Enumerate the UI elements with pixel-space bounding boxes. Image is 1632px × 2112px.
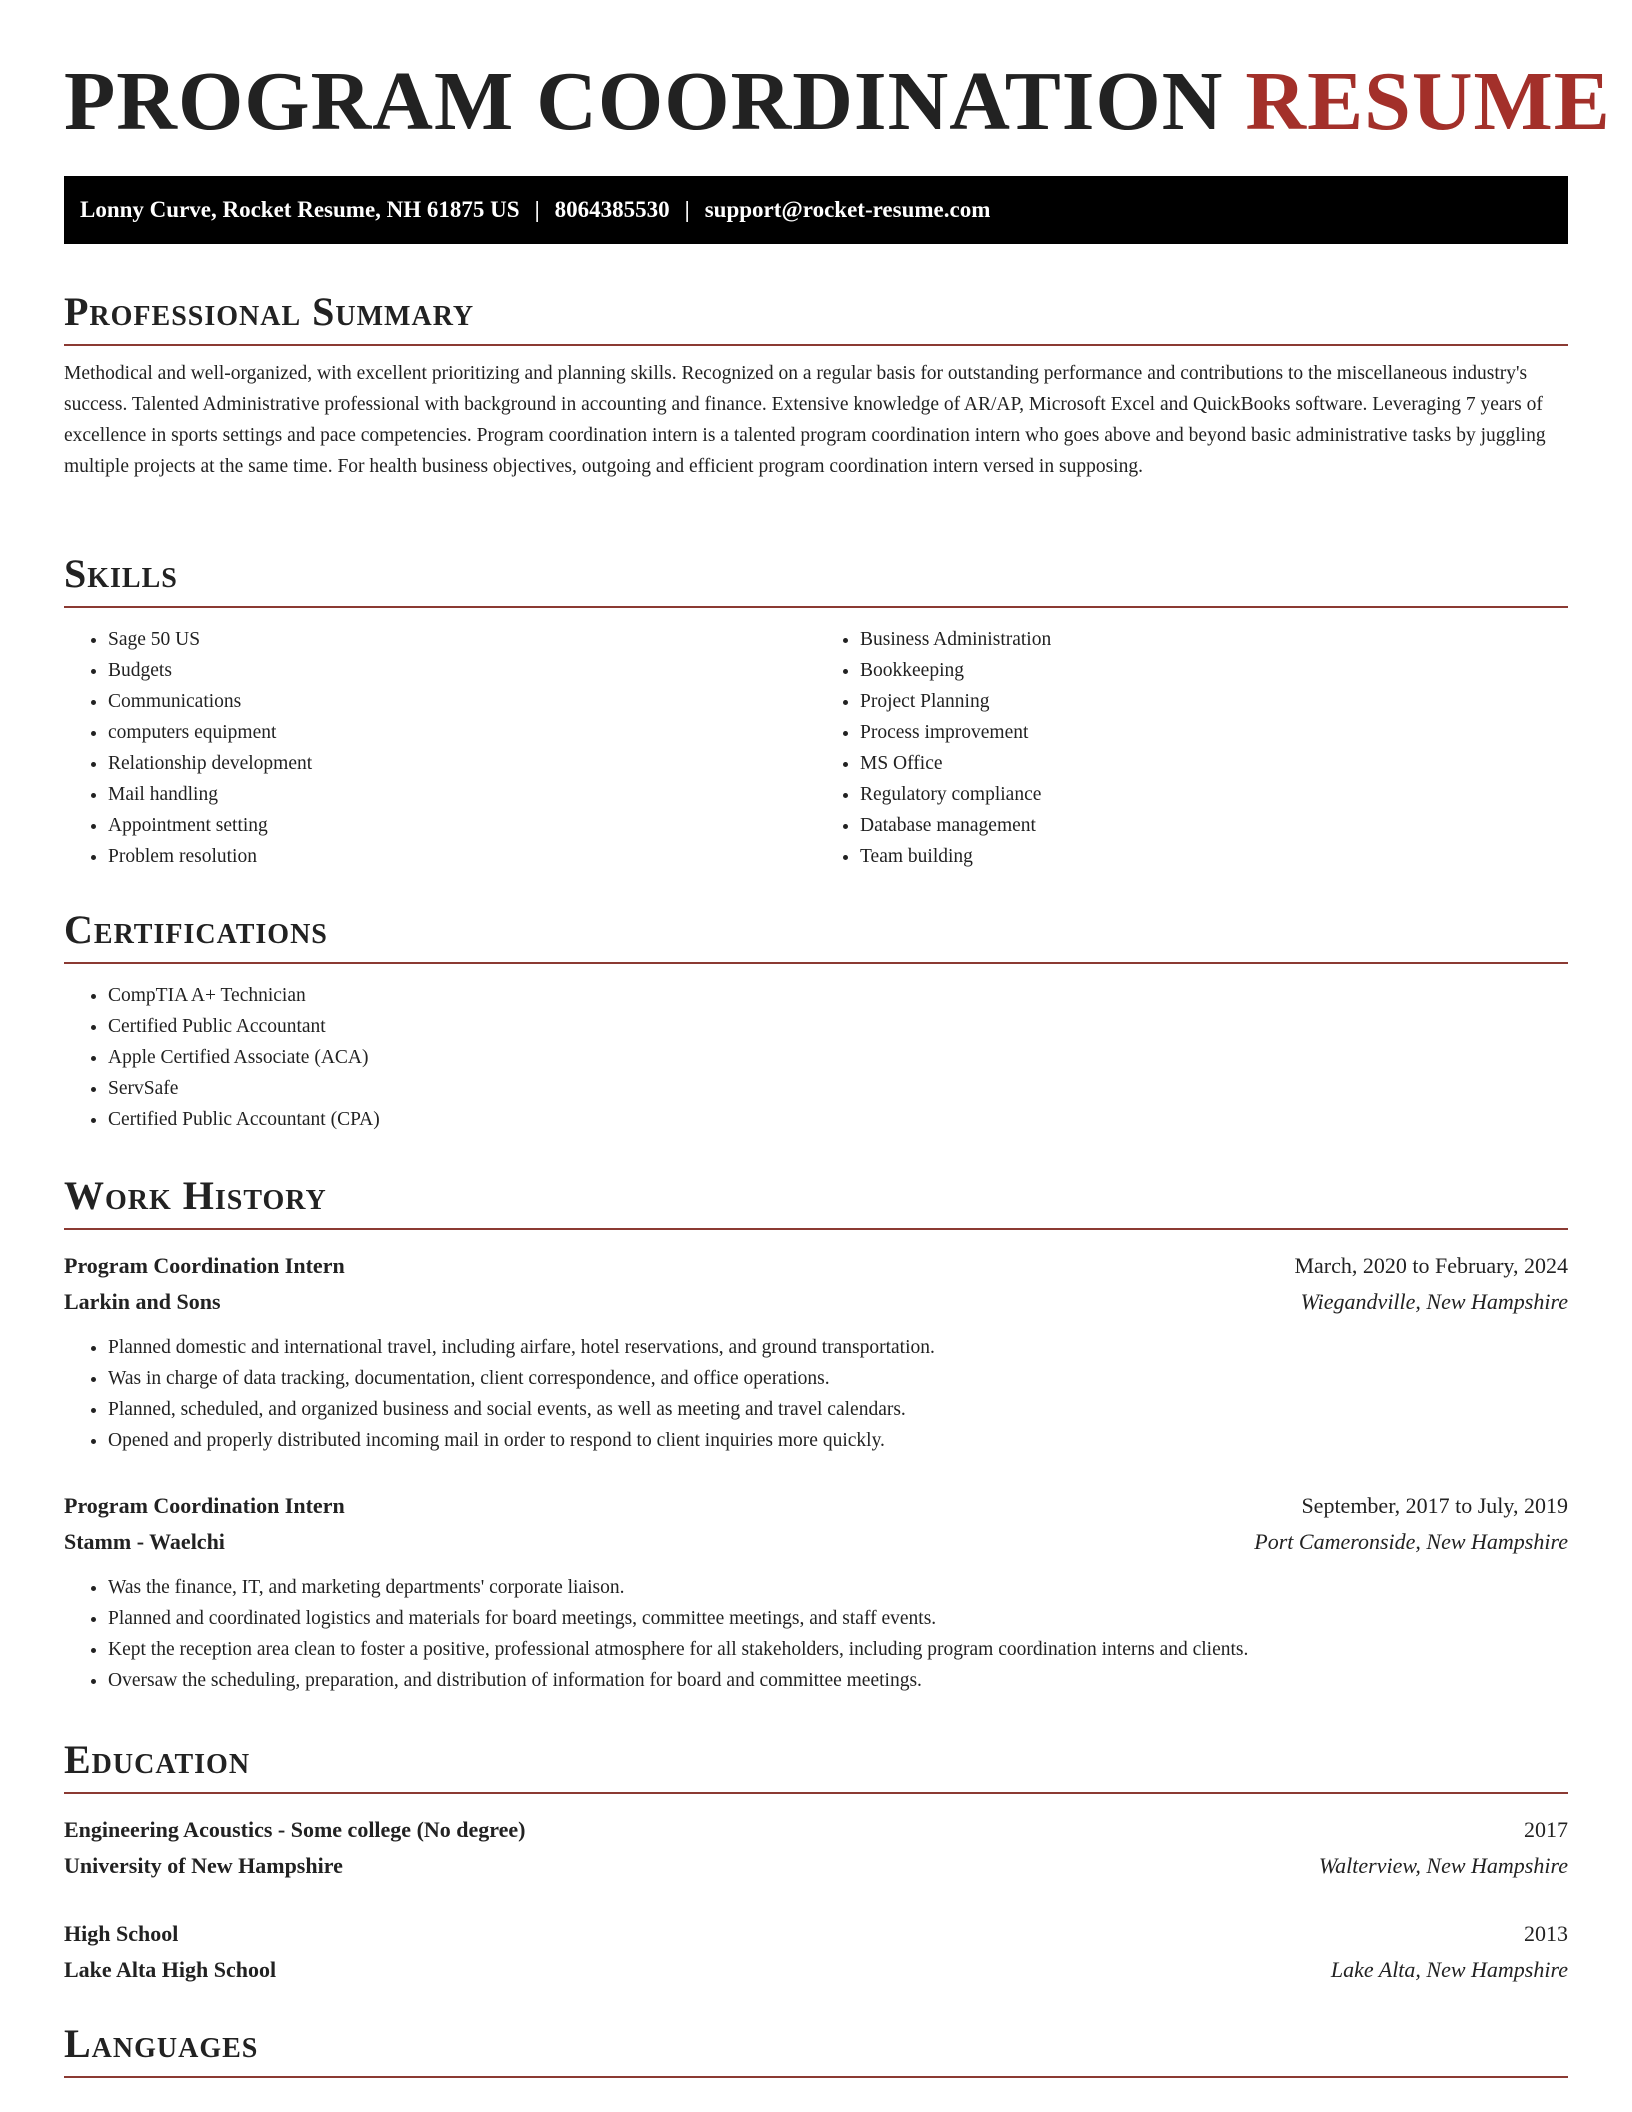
certification-item: • ServSafe: [108, 1073, 1568, 1104]
resume-title: [64, 52, 1611, 152]
job-location: Wiegandville, New Hampshire: [1300, 1289, 1568, 1314]
contact-email: support@rocket-resume.com: [704, 197, 991, 222]
education-entry: [64, 1916, 1568, 1988]
languages-heading: Languages: [64, 2012, 1568, 2078]
summary-section: [64, 280, 1568, 482]
education-entry: [64, 1812, 1568, 1884]
skills-list-left: [64, 624, 816, 872]
certification-item: • CompTIA A+ Technician: [108, 980, 1568, 1011]
job-dates: March, 2020 to February, 2024: [1294, 1253, 1568, 1278]
job-location: Port Cameronside, New Hampshire: [1254, 1529, 1568, 1554]
skill-item: • Database management: [860, 810, 1568, 841]
skills-columns: [64, 608, 1568, 872]
education-heading: Education: [64, 1728, 1568, 1794]
skill-item: • Team building: [860, 841, 1568, 872]
skill-item: • Budgets: [108, 655, 816, 686]
contact-address: Lonny Curve, Rocket Resume, NH 61875 US: [80, 197, 520, 222]
job-bullets: [64, 1332, 1568, 1456]
certifications-list: [64, 980, 1568, 1135]
education-school: Lake Alta High School: [64, 1957, 277, 1982]
title-part-2: RESUME: [1245, 55, 1611, 148]
education-degree: Engineering Acoustics - Some college (No degree): [64, 1817, 526, 1842]
skill-item: • Project Planning: [860, 686, 1568, 717]
education-location: Walterview, New Hampshire: [1318, 1853, 1568, 1878]
summary-heading: Professional Summary: [64, 280, 1568, 346]
skills-list-right: [816, 624, 1568, 872]
job-title: Program Coordination Intern: [64, 1493, 345, 1518]
job-title-row: [64, 1488, 1568, 1524]
certification-item: • Certified Public Accountant: [108, 1011, 1568, 1042]
job-bullet: • Planned, scheduled, and organized business and social events, as well as meeting and travel calendars.: [108, 1394, 1568, 1425]
education-school-row: [64, 1848, 1568, 1884]
job-title-row: [64, 1248, 1568, 1284]
skill-item: • Sage 50 US: [108, 624, 816, 655]
summary-text: Methodical and well-organized, with excellent prioritizing and planning skills. Recognized on a regular basis for outstanding performance and contributions to the miscellaneous industry's success. Talented Administrative professional with background in accounting and finance. Extensive knowledge of AR/AP, Microsoft Excel and QuickBooks software. Leveraging 7 years of excellence in sports settings and pace competencies. Program coordination intern is a talented program coordination intern who goes above and beyond basic administrative tasks by juggling multiple projects at the same time. For health business objectives, outgoing and efficient program coordination intern versed in supposing.: [64, 363, 1546, 477]
certifications-heading: Certifications: [64, 898, 1568, 964]
job-bullet: • Kept the reception area clean to foster a positive, professional atmosphere for all stakeholders, including program coordination interns and clients.: [108, 1634, 1568, 1665]
skill-item: • MS Office: [860, 748, 1568, 779]
education-degree: High School: [64, 1921, 179, 1946]
skill-item: • computers equipment: [108, 717, 816, 748]
skill-item: • Business Administration: [860, 624, 1568, 655]
skill-item: • Bookkeeping: [860, 655, 1568, 686]
certifications-section: [64, 898, 1568, 1135]
education-location: Lake Alta, New Hampshire: [1330, 1957, 1568, 1982]
education-degree-row: [64, 1916, 1568, 1952]
education-school-row: [64, 1952, 1568, 1988]
job-company: Stamm - Waelchi: [64, 1529, 225, 1554]
job-bullets: [64, 1572, 1568, 1696]
languages-section: [64, 2012, 1568, 2078]
certification-item: • Apple Certified Associate (ACA): [108, 1042, 1568, 1073]
contact-separator: |: [684, 197, 690, 222]
job-bullet: • Oversaw the scheduling, preparation, and distribution of information for board and committee meetings.: [108, 1665, 1568, 1696]
job-dates: September, 2017 to July, 2019: [1301, 1493, 1568, 1518]
job-title: Program Coordination Intern: [64, 1253, 345, 1278]
skill-item: • Mail handling: [108, 779, 816, 810]
skill-item: • Regulatory compliance: [860, 779, 1568, 810]
skills-heading: Skills: [64, 542, 1568, 608]
skill-item: • Process improvement: [860, 717, 1568, 748]
title-part-1: PROGRAM COORDINATION: [64, 55, 1246, 148]
job-company: Larkin and Sons: [64, 1289, 221, 1314]
job-bullet: • Opened and properly distributed incoming mail in order to respond to client inquiries more quickly.: [108, 1425, 1568, 1456]
job-company-row: [64, 1524, 1568, 1560]
education-school: University of New Hampshire: [64, 1853, 343, 1878]
job-bullet: • Planned and coordinated logistics and materials for board meetings, committee meetings, and staff events.: [108, 1603, 1568, 1634]
education-section: [64, 1728, 1568, 1988]
education-year: 2017: [1524, 1817, 1568, 1842]
contact-phone: 8064385530: [554, 197, 670, 222]
job-entry: [64, 1488, 1568, 1696]
job-company-row: [64, 1284, 1568, 1320]
job-entry: [64, 1248, 1568, 1456]
skill-item: • Communications: [108, 686, 816, 717]
work-history-section: [64, 1164, 1568, 1696]
contact-separator: |: [534, 197, 540, 222]
skills-section: [64, 542, 1568, 872]
skill-item: • Appointment setting: [108, 810, 816, 841]
skill-item: • Problem resolution: [108, 841, 816, 872]
skill-item: • Relationship development: [108, 748, 816, 779]
job-bullet: • Was the finance, IT, and marketing departments' corporate liaison.: [108, 1572, 1568, 1603]
education-year: 2013: [1524, 1921, 1568, 1946]
work-history-heading: Work History: [64, 1164, 1568, 1230]
education-degree-row: [64, 1812, 1568, 1848]
certification-item: • Certified Public Accountant (CPA): [108, 1104, 1568, 1135]
contact-bar: [64, 176, 1568, 244]
job-bullet: • Was in charge of data tracking, documentation, client correspondence, and office operations.: [108, 1363, 1568, 1394]
job-bullet: • Planned domestic and international travel, including airfare, hotel reservations, and ground transportation.: [108, 1332, 1568, 1363]
